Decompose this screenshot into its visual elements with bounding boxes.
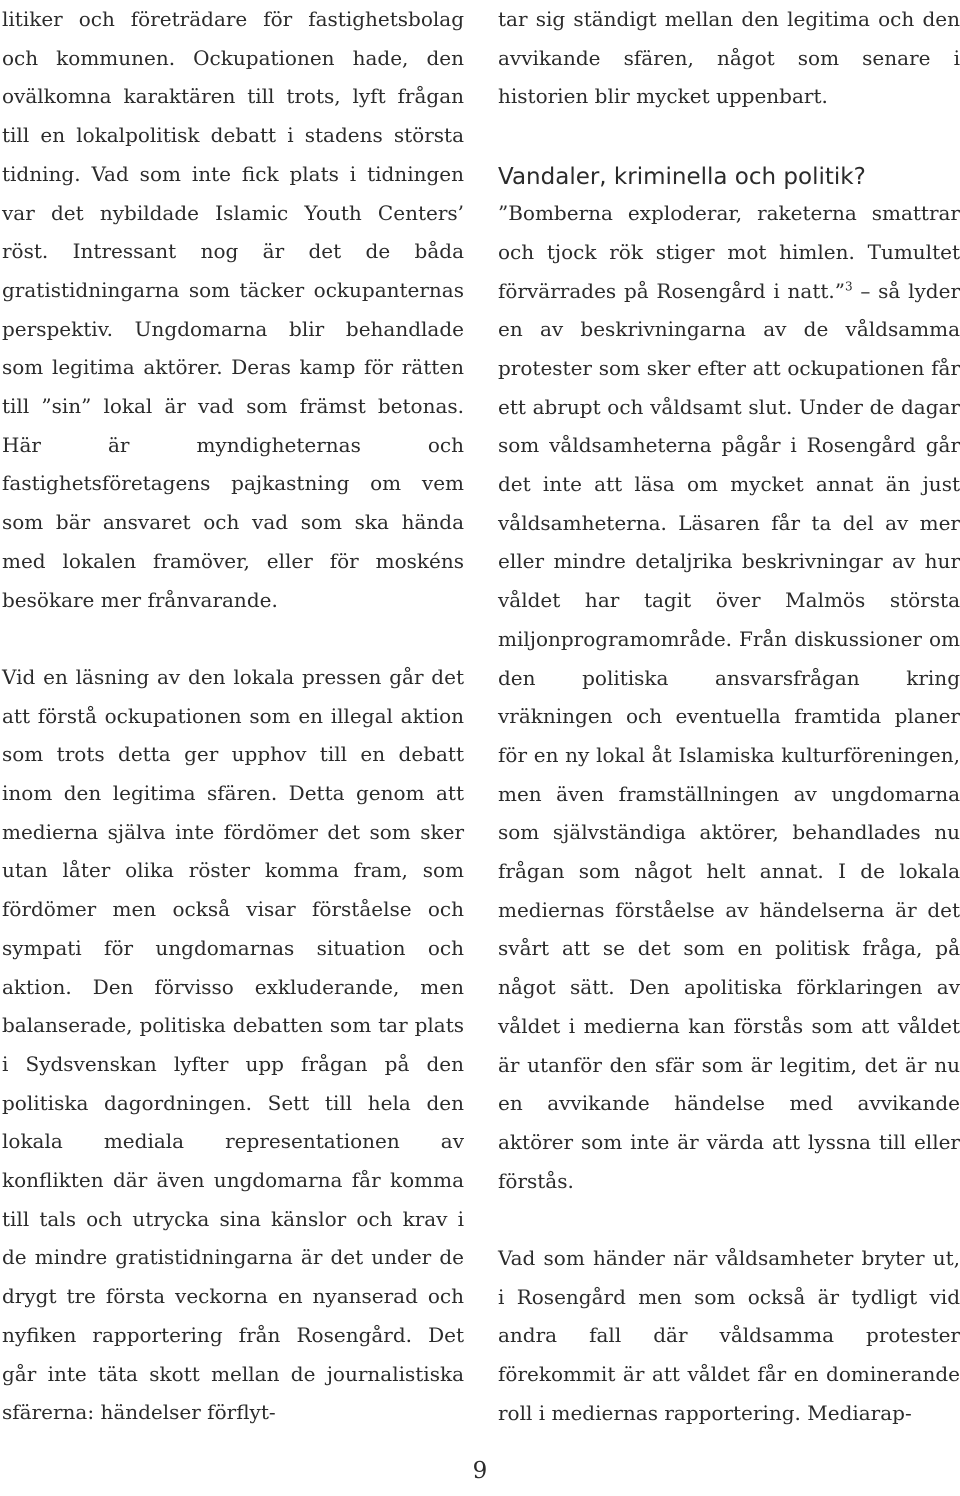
right-paragraph-2 bbox=[498, 194, 960, 1200]
section-heading: Vandaler, kriminella och politik? bbox=[498, 164, 866, 191]
right-column bbox=[498, 0, 960, 1433]
footnote-marker[interactable]: 3 bbox=[844, 278, 853, 293]
right-paragraph-3: Vad som händer när våldsamheter bryter ut, i Rosengård men som också är tydligt vid andra fall där våldsamma protester förekommit är att våldet får en dominerande roll i mediernas rapportering. Mediarap- bbox=[498, 1246, 960, 1425]
left-paragraph-1: litiker och företrädare för fastighetsbolag och kommunen. Ockupationen hade, den ovälkomna karaktären till trots, lyft frågan till en lokalpolitisk debatt i stadens största tidning. Vad som inte fick plats i tidningen var det nybildade Islamic Youth Centers’ röst. Intressant nog är det de båda gratistidningarna som täcker ockupanternas perspektiv. Ungdomarna blir behandlade som legitima aktörer. Deras kamp för rätten till ”sin” lokal är vad som främst betonas. Här är myndigheternas och fastighetsföretagens pajkastning om vem som bär ansvaret och vad som ska hända med lokalen framöver, eller för moskéns besökare mer frånvarande. bbox=[2, 7, 464, 612]
quote-text: ”Bomberna exploderar, raketerna smattrar och tjock rök stiger mot himlen. Tumultet förvärrades på Rosengård i natt.” bbox=[498, 201, 960, 303]
left-column bbox=[2, 0, 464, 1432]
paragraph-continuation: – så lyder en av beskrivningarna av de våldsamma protester som sker efter att ockupationen får ett abrupt och våldsamt slut. Under de dagar som våldsamheterna pågår i Rosengård går det inte att läsa om mycket annat än just våldsamheterna. Läsaren får ta del av mer eller mindre detaljrika beskrivningar av hur våldet har tagit över Malmös största miljonprogramområde. Från diskussioner om den politiska ansvarsfrågan kring vräkningen och eventuella framtida planer för en ny lokal åt Islamiska kulturföreningen, men även framställningen av ungdomarna som självständiga aktörer, behandlades nu frågan som något helt annat. I de lokala mediernas förståelse av händelserna är det svårt att se det som en politisk fråga, på något sätt. Den apolitiska förklaringen av våldet i medierna kan förstås som att våldet är utanför den sfär som är legitim, det är nu en avvikande händelse med avvikande aktörer som inte är värda att lyssna till eller förstås. bbox=[498, 278, 960, 1193]
page-number: 9 bbox=[472, 1458, 488, 1484]
right-paragraph-1: tar sig ständigt mellan den legitima och den avvikande sfären, något som senare i historien blir mycket uppenbart. bbox=[498, 7, 960, 109]
left-paragraph-2: Vid en läsning av den lokala pressen går det att förstå ockupationen som en illegal aktion som trots detta ger upphov till en debatt inom den legitima sfären. Detta genom att medierna själva inte fördömer det som sker utan låter olika röster komma fram, som fördömer men också visar förståelse och sympati för ungdomarnas situation och aktion. Den förvisso exkluderande, men balanserade, politiska debatten som tar plats i Sydsvenskan lyfter upp frågan på den politiska dagordningen. Sett till hela den lokala mediala representationen av konflikten där även ungdomarna får komma till tals och utrycka sina känslor och krav i de mindre gratistidningarna är det under de drygt tre första veckorna en nyanserad och nyfiken rapportering från Rosengård. Det går inte täta skott mellan de journalistiska sfärerna: händelser förflyt- bbox=[2, 664, 464, 1425]
